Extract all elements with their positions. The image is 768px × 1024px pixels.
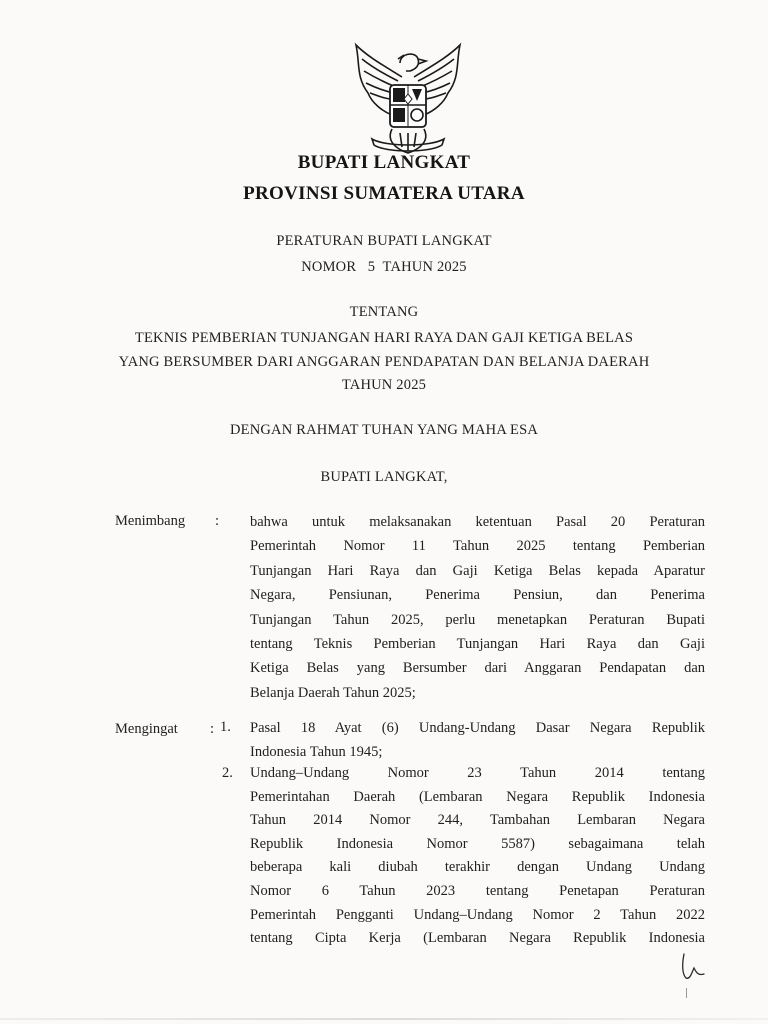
document-title-province: PROVINSI SUMATERA UTARA (243, 183, 525, 204)
list-item-number: 1. (220, 719, 231, 735)
scan-edge-line (0, 1018, 768, 1020)
preamble-official: BUPATI LANGKAT, (320, 469, 448, 485)
paragraph-line: tentang Teknis Pemberian Tunjangan Hari Raya dan Gaji (250, 636, 705, 653)
paragraph-line: Tunjangan Hari Raya dan Gaji Ketiga Belas kepada Aparatur (250, 562, 705, 579)
garuda-emblem-icon (346, 37, 470, 161)
mengingat-item-1 (250, 716, 705, 765)
subject-line: TAHUN 2025 (341, 377, 427, 393)
paragraph-line: Pemerintahan Daerah (Lembaran Negara Republik Indonesia (250, 788, 705, 805)
list-item-number: 2. (222, 765, 233, 781)
handwritten-paraph-icon (678, 950, 712, 984)
paragraph-line: Ketiga Belas yang Bersumber dari Anggaran Pendapatan dan (250, 660, 705, 677)
paragraph-line: Tunjangan Tahun 2025, perlu menetapkan Peraturan Bupati (250, 611, 705, 628)
mengingat-colon: : (210, 721, 215, 737)
preamble-rahmat: DENGAN RAHMAT TUHAN YANG MAHA ESA (229, 422, 539, 438)
regulation-number: NOMOR 5 TAHUN 2025 (301, 259, 467, 275)
menimbang-colon: : (215, 513, 220, 529)
tentang-heading: TENTANG (349, 304, 419, 320)
paragraph-line: Pemerintah Nomor 11 Tahun 2025 tentang Pemberian (250, 538, 705, 555)
paragraph-line: Indonesia Tahun 1945; (250, 744, 383, 761)
menimbang-paragraph (250, 510, 705, 705)
document-title-regent: BUPATI LANGKAT (297, 152, 471, 173)
paragraph-line: Tahun 2014 Nomor 244, Tambahan Lembaran Negara (250, 812, 705, 829)
scan-mark (686, 988, 687, 998)
menimbang-label: Menimbang (115, 513, 186, 529)
paragraph-line: Nomor 6 Tahun 2023 tentang Penetapan Peraturan (250, 882, 705, 899)
paragraph-line: Pasal 18 Ayat (6) Undang-Undang Dasar Negara Republik (250, 720, 705, 736)
paragraph-line: tentang Cipta Kerja (Lembaran Negara Republik Indonesia (250, 930, 705, 947)
subject-line: YANG BERSUMBER DARI ANGGARAN PENDAPATAN DAN BELANJA DAERAH (118, 353, 650, 370)
paragraph-line: bahwa untuk melaksanakan ketentuan Pasal 20 Peraturan (250, 514, 705, 530)
paragraph-line: Republik Indonesia Nomor 5587) sebagaimana telah (250, 835, 705, 852)
mengingat-item-2 (250, 762, 705, 951)
paragraph-line: Pemerintah Pengganti Undang–Undang Nomor 2 Tahun 2022 (250, 906, 705, 923)
mengingat-label: Mengingat (115, 721, 178, 737)
paragraph-line: beberapa kali diubah terakhir dengan Undang Undang (250, 859, 705, 876)
paragraph-line: Negara, Pensiunan, Penerima Pensiun, dan Penerima (250, 587, 705, 604)
paragraph-line: Belanja Daerah Tahun 2025; (250, 684, 416, 701)
regulation-subject (0, 327, 768, 398)
subject-line: TEKNIS PEMBERIAN TUNJANGAN HARI RAYA DAN GAJI KETIGA BELAS (134, 330, 634, 346)
regulation-title: PERATURAN BUPATI LANGKAT (276, 233, 492, 249)
paragraph-line: Undang–Undang Nomor 23 Tahun 2014 tentang (250, 765, 705, 781)
